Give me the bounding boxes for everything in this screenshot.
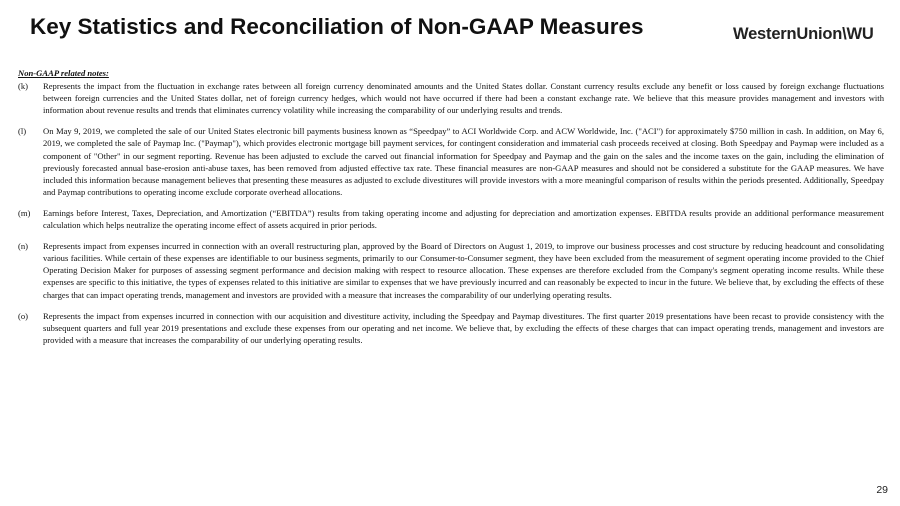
note-label: (m): [18, 207, 31, 218]
note-label: (k): [18, 81, 29, 92]
page-number: 29: [876, 484, 888, 496]
note-l: [18, 125, 884, 198]
note-text: On May 9, 2019, we completed the sale of our United States electronic bill payments business known as “Speedpay” to ACI Worldwide Corp. and ACW Worldwide, Inc. ("ACI") for approximately $750 million in cash. In addition, on May 6, 2019, we completed the sale of Paymap Inc. ("Paymap"), which provides electronic mortgage bill payment services, for contingent consideration and immaterial cash proceeds received at closing. Both Speedpay and Paymap were included as a component of "Other" in our segment reporting. Revenue has been adjusted to exclude the carved out financial information for Speedpay and Paymap and the gain on the sales and the income taxes on the gain, including the elimination of previously forecasted annual base-erosion anti-abuse taxes, has been removed from adjusted effective tax rate. These financial measures are non-GAAP measures and should not be considered a substitute for the GAAP measures. We have included this information because management believes that presenting these measures as adjusted to exclude divestitures will provide investors with a more meaningful comparison of results within the periods presented. Additionally, Speedpay and Paymap contributions to operating income exclude corporate overhead allocations.: [43, 126, 884, 197]
note-label: (o): [18, 310, 29, 321]
page-title: Key Statistics and Reconciliation of Non-GAAP Measures: [30, 14, 644, 39]
notes-heading: Non-GAAP related notes:: [18, 68, 109, 78]
note-text: Represents impact from expenses incurred in connection with an overall restructuring plan, approved by the Board of Directors on August 1, 2019, to improve our business processes and cost structure by reducing headcount and consolidating various facilities. While certain of these expenses are identifiable to our business segments, primarily to our Consumer-to-Consumer segment, they have been excluded from the measurement of segment operating income provided to the Chief Operating Decision Maker for purposes of assessing segment performance and decision making with respect to resource allocation. These expenses are therefore excluded from the Company's segment operating income results. While these expenses are specific to this initiative, the types of expenses related to this initiative are similar to expenses that we have previously incurred and can reasonably be expected to incur in the future. We believe that, by excluding the effects of these charges that can impact operating trends, management and investors are provided with a measure that increases the comparability of our underlying operating results.: [43, 241, 884, 300]
note-o: [18, 310, 884, 346]
note-text: Earnings before Interest, Taxes, Depreciation, and Amortization (“EBITDA”) results from taking operating income and adjusting for depreciation and amortization expenses. EBITDA results provide an additional performance measurement calculation which helps neutralize the operating income effect of assets acquired in prior periods.: [43, 207, 884, 231]
note-m: [18, 207, 884, 231]
note-text: Represents the impact from expenses incurred in connection with our acquisition and divestiture activity, including the Speedpay and Paymap divestitures. The first quarter 2019 presentations have been recast to provide consistency with the subsequent quarters and full year 2019 presentations and exclude these expenses from our operating and net income. We believe that, by excluding the effects of these charges that can impact operating trends, management and investors are provided with a measure that increases the comparability of our underlying operating results.: [43, 310, 884, 345]
note-label: (n): [18, 241, 29, 252]
note-label: (l): [18, 126, 27, 137]
note-k: [18, 80, 884, 116]
note-n: [18, 240, 884, 300]
note-text: Represents the impact from the fluctuation in exchange rates between all foreign currency denominated amounts and the United States dollar. Constant currency results exclude any benefit or loss caused by foreign exchange fluctuations between foreign currencies and the United States dollar, net of foreign currency hedges, which would not have occurred if there had been a constant exchange rate. We believe that this measure provides management and investors with information about revenue results and trends that eliminates currency volatility while increasing the comparability of our underlying results and trends.: [43, 81, 884, 116]
non-gaap-notes: [18, 67, 884, 355]
western-union-logo: WesternUnion\WU: [733, 25, 874, 43]
